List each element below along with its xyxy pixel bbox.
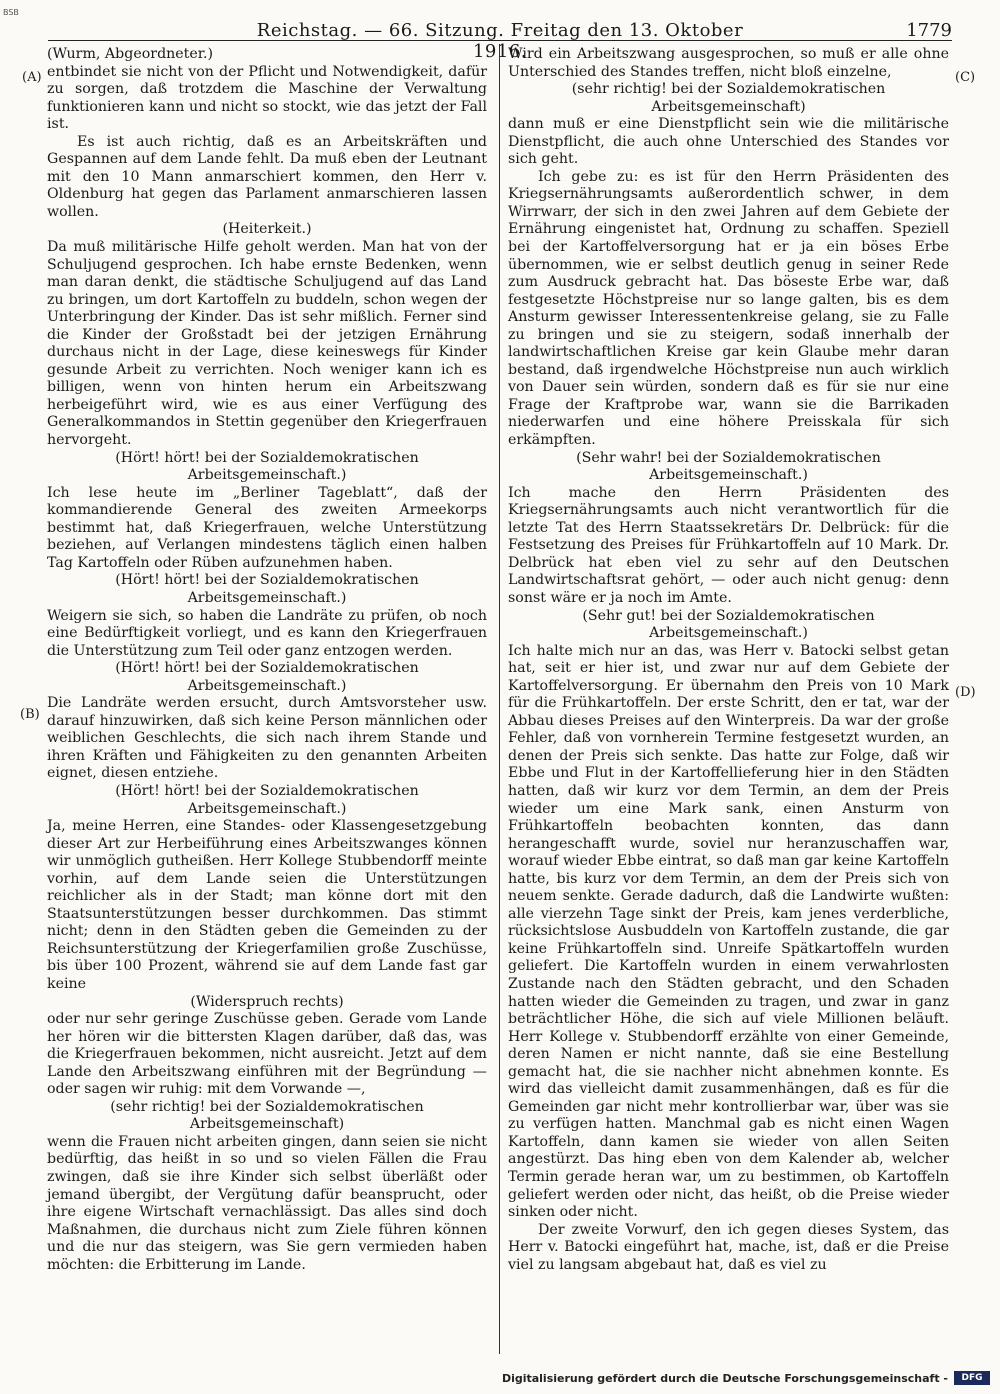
paragraph: Ich halte mich nur an das, was Herr v. Batocki selbst getan hat, seit er hier ist, und zwar nur auf dem Gebiete der Kartoffelversorgung. Er übernahm den Preis von 10 Mark für die Frühkartoffeln. Der erste Schritt, den er tat, war der Abbau dieses Preises auf den Winterpreis. Da war der große Fehler, daß von vornherein Termine festgesetzt wurden, an denen der Preis sich senkte. Das hatte zur Folge, daß wir Ebbe und Flut in der Kartoffellieferung hier in den Städten hatten, daß wir kurz vor dem Termin, an dem der Preis wieder um eine Mark sank, einen Ansturm von Frühkartoffeln beobachten konnten, das dann herangeschafft wurde, soviel nur heranzuschaffen war, worauf wieder Ebbe eintrat, so daß man gar keine Kartoffeln hatte, bis kurz vor dem Termin, an dem der Preis sich von neuem senkte. Gerade dadurch, daß die Landwirte wußten: alle vierzehn Tage sinkt der Preis, kam jenes verderbliche, rücksichtslose Ausbuddeln von Kartoffeln zustande, die gar keine Frühkartoffeln sind. Unreife Spätkartoffeln wurden geliefert. Die Kartoffeln wurden in einem verwahrlosten Zustande nach den Städten gebracht, und den Schaden hatten wieder die Gemeinden zu tragen, und zwar in ganz beträchtlicher Höhe, die sich auf viele Millionen beläuft. Herr Kollege v. Stubbendorff erzählte von einer Gemeinde, deren Namen er nicht nannte, daß sie eine Bestellung gemacht hat, die sie nachher nicht abnehmen konnte. Es wird das vielleicht damit zusammenhängen, daß es für die Gemeinden gar nicht mehr kontrollierbar war, über was sie zu verfügen hatten. Manchmal gab es nicht einen Wagen Kartoffeln, dann kamen sie wieder von allen Seiten angestürzt. Das hing eben von dem Kalender ab, welcher Termin gerade heran war, um zu bestimmen, ob Kartoffeln geliefert werden oder nicht, das heißt, ob die Preise wieder sinken oder nicht. [508, 642, 949, 1221]
page-number: 1779 [906, 20, 952, 41]
paragraph: dann muß er eine Dienstpflicht sein wie die militärische Dienstpflicht, die auch ohne Unterschied des Standes vor sich geht. [508, 116, 949, 168]
interjection: (Hört! hört! bei der Sozialdemokratischen Arbeitsgemeinschaft.) [115, 660, 419, 694]
interjection: (sehr richtig! bei der Sozialdemokratischen Arbeitsgemeinschaft) [110, 1098, 424, 1133]
paragraph: Ich gebe zu: es ist für den Herrn Präsidenten des Kriegsernährungsamts außerordentlich schwer, in dem Wirrwarr, der sich in den zwei Jahren auf dem Gebiete der Ernährung eingenistet hat, Ordnung zu schaffen. Speziell bei der Kartoffelversorgung hat er ja ein böses Erbe übernommen, wie er selbst deutlich genug in seiner Rede zum Ausdruck gebracht hat. Das böseste Erbe war, daß festgesetzte Höchstpreise nur so lange galten, bis es dem Ansturm gewisser Interessentenkreise gelang, sie zu Falle zu bringen und sie zu steigern, sodaß innerhalb der landwirtschaftlichen Kreise gar kein Glaube mehr daran bestand, daß irgendwelche Höchstpreise nun auch wirklich von Dauer sein würden, sondern daß es für sie nur eine Frage der Kraftprobe war, wann sie die Barrikaden niederwarfen und eine höhere Preisskala für sich erkämpften. [508, 168, 949, 449]
margin-marker-b: (B) [20, 707, 40, 722]
paragraph: Ich mache den Herrn Präsidenten des Kriegsernährungsamts auch nicht verantwortlich für die letzte Tat des Herrn Staatssekretärs Dr. Delbrück: für die Festsetzung des Preises für Frühkartoffeln auf 10 Mark. Dr. Delbrück hat eben viel zu sehr auf den Deutschen Landwirtschaftsrat gehört, — oder auch nicht genug: denn sonst wäre er ja noch im Amte. [508, 484, 949, 606]
interjection: (Widerspruch rechts) [190, 993, 344, 1010]
paragraph: Weigern sie sich, so haben die Landräte zu prüfen, ob noch eine Bedürftigkeit vorliegt, und es kann den Kriegerfrauen die Unterstützung zum Teil oder ganz entzogen werden. [47, 607, 487, 659]
left-column [47, 46, 487, 1274]
interjection: (Sehr gut! bei der Sozialdemokratischen Arbeitsgemeinschaft.) [582, 607, 875, 642]
paragraph: oder nur sehr geringe Zuschüsse geben. Gerade vom Lande her hören wir die bittersten Klagen darüber, daß das, was die Kriegerfrauen bekommen, nicht ausreicht. Jetzt auf dem Lande den Arbeitszwang einführen mit der Begründung — oder sagen wir ruhig: mit dem Vorwande —, [47, 1011, 487, 1098]
library-stamp: BSB [3, 8, 19, 17]
margin-marker-a: (A) [22, 70, 42, 85]
column-divider [499, 44, 500, 1354]
right-column [508, 46, 949, 1274]
paragraph: Ja, meine Herren, eine Standes- oder Klassengesetzgebung dieser Art zur Herbeiführung eines Arbeitszwanges können wir unmöglich gutheißen. Herr Kollege Stubbendorff meinte vorhin, auf dem Lande seien die Unterstützungen reichlicher als in der Stadt; man könne dort mit den Staatsunterstützungen besser durchkommen. Das stimmt nicht; denn in den Städten geben die Gemeinden zu der Reichsunterstützung der Kriegerfamilien große Zuschüsse, bis über 100 Prozent, während sie auf dem Lande fast gar keine [47, 818, 487, 992]
speaker-attribution: (Wurm, Abgeordneter.) [47, 46, 214, 62]
margin-marker-d: (D) [955, 685, 976, 700]
interjection: (sehr richtig! bei der Sozialdemokratischen Arbeitsgemeinschaft) [571, 81, 886, 115]
paragraph: Der zweite Vorwurf, den ich gegen dieses System, das Herr v. Batocki eingeführt hat, mache, ist, daß er die Preise viel zu langsam abgebaut hat, daß es viel zu [508, 1221, 949, 1273]
paragraph: Da muß militärische Hilfe geholt werden. Man hat von der Schuljugend gesprochen. Ich habe ernste Bedenken, wenn man daran denkt, die städtische Schuljugend auf das Land zu bringen, um dort Kartoffeln zu buddeln, schon wegen der Unterbringung der Kinder. Das ist sehr mißlich. Ferner sind die Kinder der Großstadt bei der jetzigen Ernährung durchaus nicht in der Lage, diese keineswegs für Kinder gesunde Arbeit zu verrichten. Noch weniger kann ich es billigen, wenn von hinten herum ein Arbeitszwang herbeigeführt wird, wie es aus einer Verfügung des Generalkommandos in Stettin gegenüber den Kriegerfrauen hervorgeht. [47, 239, 487, 449]
paragraph: Die Landräte werden ersucht, durch Amtsvorsteher usw. darauf hinzuwirken, daß sich keine Person männlichen oder weiblichen Geschlechts, die sich nach ihrem Stande und ihren Kräften und Fähigkeiten zu den genannten Arbeiten eignet, diesen entziehe. [47, 695, 487, 782]
dfg-logo: DFG [954, 1371, 990, 1385]
margin-marker-c: (C) [955, 70, 976, 85]
paragraph: entbindet sie nicht von der Pflicht und Notwendigkeit, dafür zu sorgen, daß trotzdem die Maschine der Verwaltung funktionieren kann und nicht so stockt, wie das jetzt der Fall ist. [47, 63, 487, 133]
header-rule [48, 40, 952, 41]
interjection: (Heiterkeit.) [222, 221, 312, 238]
running-title: Reichstag. — 66. Sitzung. Freitag den 13. Oktober 1916. [256, 20, 744, 62]
interjection: (Hört! hört! bei der Sozialdemokratischen Arbeitsgemeinschaft.) [115, 572, 419, 606]
funding-note: Digitalisierung gefördert durch die Deutsche Forschungsgemeinschaft - [501, 1372, 948, 1385]
interjection: (Sehr wahr! bei der Sozialdemokratischen Arbeitsgemeinschaft.) [576, 449, 881, 484]
interjection: (Hört! hört! bei der Sozialdemokratischen Arbeitsgemeinschaft.) [115, 782, 419, 817]
interjection: (Hört! hört! bei der Sozialdemokratischen Arbeitsgemeinschaft.) [115, 449, 419, 484]
paragraph: wenn die Frauen nicht arbeiten gingen, dann seien sie nicht bedürftig, das heißt in so und so vielen Fällen die Frau zwingen, daß sie ihre Kinder sich selbst überläßt oder jemand übergibt, der Vergütung dafür beansprucht, oder ihre eigene Wirtschaft vernachlässigt. Das alles sind doch Maßnahmen, die durchaus nicht zum Ziele führen können und die nur das steigern, was Sie gern vermieden haben möchten: die Erbitterung im Lande. [47, 1133, 487, 1273]
paragraph: Es ist auch richtig, daß es an Arbeitskräften und Gespannen auf dem Lande fehlt. Da muß eben der Leutnant mit den 10 Mann anmarschiert kommen, den Herr v. Oldenburg hat gegen das Parlament anmarschieren lassen wollen. [47, 133, 487, 220]
paragraph: Ich lese heute im „Berliner Tageblatt“, daß der kommandierende General des zweiten Armeekorps bestimmt hat, daß Kriegerfrauen, welche Unterstützung beziehen, auf Verlangen mindestens täglich einen halben Tag Kartoffeln oder Rüben aufzunehmen haben. [47, 484, 487, 571]
paragraph: Wird ein Arbeitszwang ausgesprochen, so muß er alle ohne Unterschied des Standes treffen, nicht bloß einzelne, [508, 46, 949, 80]
